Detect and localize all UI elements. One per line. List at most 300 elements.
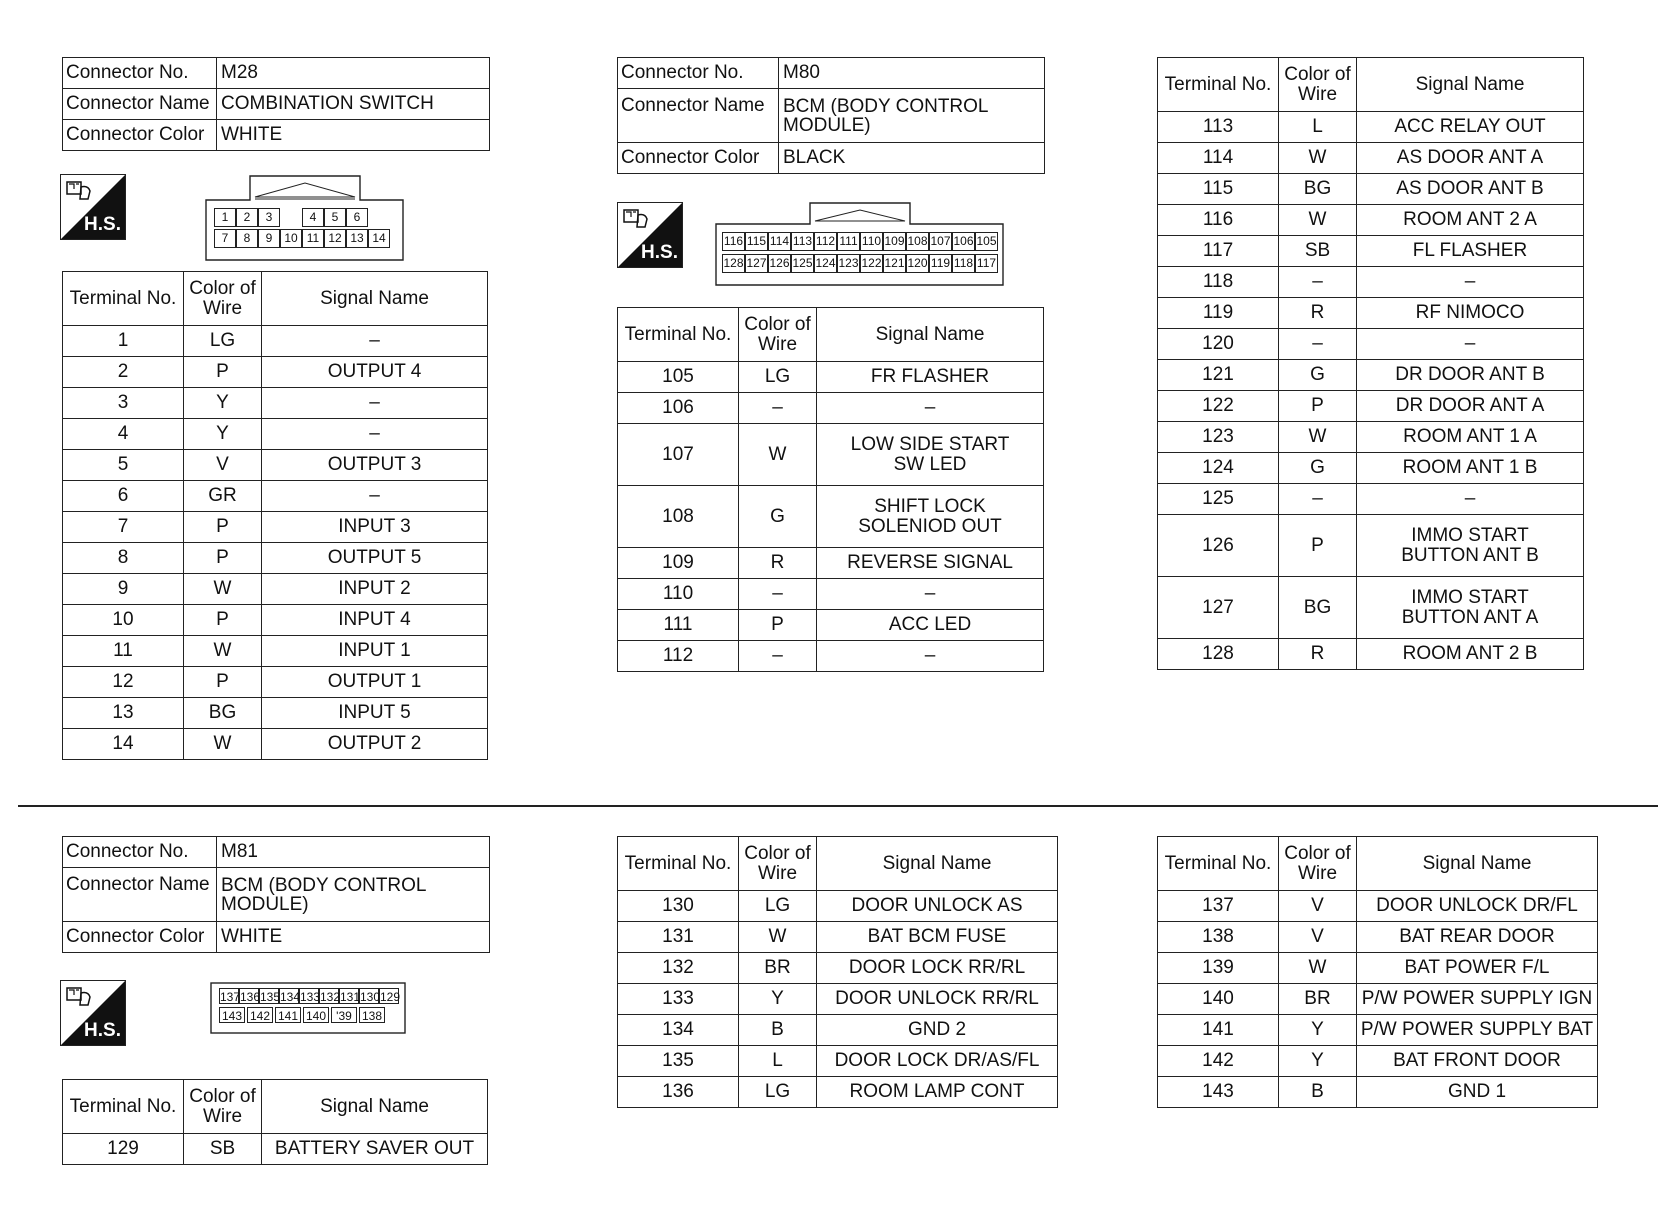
table-row — [1158, 1046, 1598, 1077]
wire-color: P — [184, 605, 262, 636]
wire-color: GR — [184, 481, 262, 512]
signal-name: OUTPUT 2 — [262, 729, 488, 760]
connector-pin: 138 — [359, 1007, 385, 1023]
terminal-no: 142 — [1158, 1046, 1279, 1077]
connector-pin: 8 — [236, 229, 258, 248]
signal-name: FR FLASHER — [817, 362, 1044, 393]
signal-name: ACC LED — [817, 610, 1044, 641]
wire-color: P — [184, 512, 262, 543]
signal-name: DOOR LOCK RR/RL — [817, 953, 1058, 984]
connector-pin: 137 — [220, 990, 241, 1004]
signal-name: ROOM ANT 2 B — [1357, 639, 1584, 670]
terminal-no: 143 — [1158, 1077, 1279, 1108]
table-row — [1158, 984, 1598, 1015]
terminal-no: 114 — [1158, 143, 1279, 174]
signal-name: OUTPUT 5 — [262, 543, 488, 574]
connector-name-label: Connector Name — [63, 868, 217, 922]
color-of-wire-header: Color of Wire — [739, 308, 817, 362]
harness-side-icon — [60, 174, 126, 240]
connector-no-value: M80 — [779, 58, 1045, 89]
signal-name-header: Signal Name — [262, 1080, 488, 1134]
wire-color: W — [1279, 953, 1357, 984]
wire-color: – — [1279, 484, 1357, 515]
table-row — [618, 953, 1058, 984]
table-row — [618, 393, 1044, 424]
table-row — [618, 1046, 1058, 1077]
connector-pin: 134 — [280, 990, 301, 1004]
wire-color: – — [739, 641, 817, 672]
connector-pin: 9 — [258, 229, 280, 248]
section-divider — [18, 805, 1658, 807]
signal-name-header: Signal Name — [1357, 837, 1598, 891]
wire-color: Y — [1279, 1046, 1357, 1077]
signal-name: DOOR UNLOCK RR/RL — [817, 984, 1058, 1015]
connector-pin: 129 — [380, 990, 401, 1004]
table-row — [618, 984, 1058, 1015]
connector-color-value: BLACK — [779, 143, 1045, 174]
harness-side-icon — [60, 980, 126, 1046]
terminal-no: 139 — [1158, 953, 1279, 984]
wire-color: Y — [739, 984, 817, 1015]
connector-no-label: Connector No. — [618, 58, 779, 89]
terminal-no: 4 — [63, 419, 184, 450]
wire-color: L — [739, 1046, 817, 1077]
table-row — [63, 698, 488, 729]
connector-pin: 113 — [791, 232, 814, 251]
wire-color: P — [739, 610, 817, 641]
connector-pin: 117 — [975, 254, 998, 273]
connector-color-value: WHITE — [217, 922, 490, 953]
wire-color: R — [1279, 639, 1357, 670]
signal-name: DOOR LOCK DR/AS/FL — [817, 1046, 1058, 1077]
connector-pin: 121 — [883, 254, 906, 273]
m28-connector-info — [62, 57, 490, 151]
connector-pin: 133 — [300, 990, 321, 1004]
connector-pin: 123 — [837, 254, 860, 273]
terminal-no: 120 — [1158, 329, 1279, 360]
signal-name: ROOM ANT 1 A — [1357, 422, 1584, 453]
table-row — [1158, 639, 1584, 670]
terminal-no: 127 — [1158, 577, 1279, 639]
connector-no-label: Connector No. — [63, 837, 217, 868]
terminal-no: 1 — [63, 326, 184, 357]
connector-pin: 7 — [214, 229, 236, 248]
connector-pin: 14 — [368, 229, 390, 248]
wire-color: – — [739, 579, 817, 610]
terminal-no: 135 — [618, 1046, 739, 1077]
terminal-no: 141 — [1158, 1015, 1279, 1046]
signal-name: INPUT 1 — [262, 636, 488, 667]
terminal-no-header: Terminal No. — [1158, 58, 1279, 112]
signal-name: ROOM LAMP CONT — [817, 1077, 1058, 1108]
terminal-no: 109 — [618, 548, 739, 579]
terminal-no: 117 — [1158, 236, 1279, 267]
terminal-no: 121 — [1158, 360, 1279, 391]
table-row — [1158, 515, 1584, 577]
signal-name: – — [262, 388, 488, 419]
color-of-wire-header: Color of Wire — [184, 272, 262, 326]
wire-color: W — [184, 574, 262, 605]
connector-name-label: Connector Name — [618, 89, 779, 143]
signal-name: – — [817, 579, 1044, 610]
wire-color: – — [1279, 329, 1357, 360]
signal-name: RF NIMOCO — [1357, 298, 1584, 329]
signal-name: REVERSE SIGNAL — [817, 548, 1044, 579]
signal-name: – — [1357, 267, 1584, 298]
connector-pin: 126 — [768, 254, 791, 273]
terminal-no: 124 — [1158, 453, 1279, 484]
table-row — [63, 481, 488, 512]
harness-side-icon — [617, 202, 683, 268]
terminal-no-header: Terminal No. — [618, 837, 739, 891]
wire-color: – — [739, 393, 817, 424]
wire-color: W — [184, 636, 262, 667]
connector-pin: 118 — [952, 254, 975, 273]
m81-terminal-table-c — [1157, 836, 1598, 1108]
table-row — [618, 1077, 1058, 1108]
m81-terminal-table-a — [62, 1079, 488, 1165]
terminal-no: 131 — [618, 922, 739, 953]
connector-pin: 107 — [929, 232, 952, 251]
table-row — [1158, 267, 1584, 298]
table-row — [1158, 174, 1584, 205]
terminal-no: 119 — [1158, 298, 1279, 329]
m80-terminal-table-a — [617, 307, 1044, 672]
connector-color-label: Connector Color — [63, 922, 217, 953]
wire-color: V — [184, 450, 262, 481]
table-row — [63, 574, 488, 605]
table-row — [1158, 922, 1598, 953]
signal-name: P/W POWER SUPPLY IGN — [1357, 984, 1598, 1015]
terminal-no: 105 — [618, 362, 739, 393]
connector-pin: 136 — [240, 990, 261, 1004]
signal-name: INPUT 3 — [262, 512, 488, 543]
signal-name: – — [262, 481, 488, 512]
signal-name: – — [262, 326, 488, 357]
connector-pin: 140 — [303, 1007, 329, 1023]
connector-pin: 108 — [906, 232, 929, 251]
wire-color: BR — [1279, 984, 1357, 1015]
signal-name: BAT FRONT DOOR — [1357, 1046, 1598, 1077]
connector-pin: 114 — [768, 232, 791, 251]
connector-pin: 115 — [745, 232, 768, 251]
table-row — [63, 388, 488, 419]
table-row — [1158, 391, 1584, 422]
connector-pin: 132 — [320, 990, 341, 1004]
signal-name: LOW SIDE START SW LED — [817, 424, 1044, 486]
connector-pin: 5 — [324, 208, 346, 227]
table-row — [618, 641, 1044, 672]
m28-terminal-table — [62, 271, 488, 760]
wire-color: P — [184, 357, 262, 388]
signal-name: OUTPUT 3 — [262, 450, 488, 481]
terminal-no: 10 — [63, 605, 184, 636]
connector-name-value: BCM (BODY CONTROL MODULE) — [217, 868, 490, 922]
wire-color: P — [184, 667, 262, 698]
wire-color: P — [184, 543, 262, 574]
terminal-no: 8 — [63, 543, 184, 574]
table-row — [1158, 360, 1584, 391]
connector-no-label: Connector No. — [63, 58, 217, 89]
signal-name-header: Signal Name — [1357, 58, 1584, 112]
signal-name: DR DOOR ANT A — [1357, 391, 1584, 422]
color-of-wire-header: Color of Wire — [739, 837, 817, 891]
wire-color: – — [1279, 267, 1357, 298]
signal-name: AS DOOR ANT A — [1357, 143, 1584, 174]
table-row — [1158, 112, 1584, 143]
connector-pin: 130 — [360, 990, 381, 1004]
table-row — [1158, 329, 1584, 360]
table-row — [1158, 205, 1584, 236]
color-of-wire-header: Color of Wire — [184, 1080, 262, 1134]
wire-color: BG — [1279, 577, 1357, 639]
m81-connector-info — [62, 836, 490, 953]
signal-name: P/W POWER SUPPLY BAT — [1357, 1015, 1598, 1046]
wire-color: LG — [739, 1077, 817, 1108]
connector-pin: 125 — [791, 254, 814, 273]
wire-color: BG — [184, 698, 262, 729]
signal-name: INPUT 2 — [262, 574, 488, 605]
wire-color: W — [739, 424, 817, 486]
table-row — [1158, 577, 1584, 639]
table-row — [63, 729, 488, 760]
terminal-no-header: Terminal No. — [63, 272, 184, 326]
signal-name: OUTPUT 4 — [262, 357, 488, 388]
connector-name-value: COMBINATION SWITCH — [217, 89, 490, 120]
connector-color-value: WHITE — [217, 120, 490, 151]
connector-pin: 142 — [247, 1007, 273, 1023]
connector-pin: 105 — [975, 232, 998, 251]
signal-name: DOOR UNLOCK DR/FL — [1357, 891, 1598, 922]
terminal-no: 116 — [1158, 205, 1279, 236]
wire-color: W — [184, 729, 262, 760]
signal-name: BAT BCM FUSE — [817, 922, 1058, 953]
signal-name-header: Signal Name — [817, 308, 1044, 362]
terminal-no: 9 — [63, 574, 184, 605]
connector-pin: 10 — [280, 229, 302, 248]
wire-color: Y — [184, 419, 262, 450]
connector-pin: 3 — [258, 208, 280, 227]
table-row — [618, 610, 1044, 641]
terminal-no: 138 — [1158, 922, 1279, 953]
connector-pin: 124 — [814, 254, 837, 273]
signal-name: IMMO START BUTTON ANT A — [1357, 577, 1584, 639]
signal-name: DR DOOR ANT B — [1357, 360, 1584, 391]
terminal-no: 122 — [1158, 391, 1279, 422]
connector-pin: 13 — [346, 229, 368, 248]
wire-color: W — [1279, 205, 1357, 236]
connector-pin: '39 — [331, 1007, 357, 1023]
connector-pin: 2 — [236, 208, 258, 227]
connector-pin: 4 — [302, 208, 324, 227]
connector-pin: 116 — [722, 232, 745, 251]
terminal-no: 111 — [618, 610, 739, 641]
connector-pin: 119 — [929, 254, 952, 273]
connector-pin: 112 — [814, 232, 837, 251]
hs-label: H.S. — [84, 1020, 121, 1041]
terminal-no: 5 — [63, 450, 184, 481]
wire-color: P — [1279, 391, 1357, 422]
table-row — [618, 579, 1044, 610]
connector-name-value: BCM (BODY CONTROL MODULE) — [779, 89, 1045, 143]
wire-color: B — [739, 1015, 817, 1046]
wire-color: V — [1279, 891, 1357, 922]
terminal-no: 125 — [1158, 484, 1279, 515]
table-row — [63, 636, 488, 667]
connector-hand-icon — [623, 207, 649, 229]
wire-color: SB — [184, 1134, 262, 1165]
connector-pin: 11 — [302, 229, 324, 248]
terminal-no: 134 — [618, 1015, 739, 1046]
wire-color: V — [1279, 922, 1357, 953]
connector-pin: 109 — [883, 232, 906, 251]
signal-name: BAT REAR DOOR — [1357, 922, 1598, 953]
m80-terminal-table-b — [1157, 57, 1584, 670]
terminal-no: 2 — [63, 357, 184, 388]
signal-name: – — [817, 393, 1044, 424]
table-row — [63, 450, 488, 481]
wire-color: P — [1279, 515, 1357, 577]
table-row — [618, 891, 1058, 922]
terminal-no: 107 — [618, 424, 739, 486]
wire-color: BR — [739, 953, 817, 984]
terminal-no: 13 — [63, 698, 184, 729]
m81-terminal-table-b — [617, 836, 1058, 1108]
signal-name: ROOM ANT 1 B — [1357, 453, 1584, 484]
table-row — [63, 512, 488, 543]
signal-name: – — [1357, 329, 1584, 360]
connector-pin: 12 — [324, 229, 346, 248]
table-row — [618, 486, 1044, 548]
wire-color: W — [1279, 422, 1357, 453]
wire-color: LG — [739, 362, 817, 393]
terminal-no: 113 — [1158, 112, 1279, 143]
wire-color: G — [1279, 360, 1357, 391]
table-row — [1158, 422, 1584, 453]
wire-color: W — [739, 922, 817, 953]
terminal-no: 115 — [1158, 174, 1279, 205]
signal-name-header: Signal Name — [817, 837, 1058, 891]
connector-name-label: Connector Name — [63, 89, 217, 120]
terminal-no: 128 — [1158, 639, 1279, 670]
table-row — [63, 357, 488, 388]
connector-pin: 111 — [837, 232, 860, 251]
signal-name: INPUT 5 — [262, 698, 488, 729]
signal-name: GND 1 — [1357, 1077, 1598, 1108]
connector-pin: 135 — [260, 990, 281, 1004]
terminal-no: 130 — [618, 891, 739, 922]
m28-connector-face — [205, 175, 405, 261]
terminal-no-header: Terminal No. — [1158, 837, 1279, 891]
table-row — [63, 543, 488, 574]
table-row — [618, 922, 1058, 953]
terminal-no: 126 — [1158, 515, 1279, 577]
terminal-no: 6 — [63, 481, 184, 512]
wire-color: W — [1279, 143, 1357, 174]
terminal-no: 140 — [1158, 984, 1279, 1015]
signal-name: ACC RELAY OUT — [1357, 112, 1584, 143]
wire-color: B — [1279, 1077, 1357, 1108]
connector-hand-icon — [66, 179, 92, 201]
signal-name: SHIFT LOCK SOLENIOD OUT — [817, 486, 1044, 548]
table-row — [1158, 298, 1584, 329]
connector-no-value: M28 — [217, 58, 490, 89]
wire-color: LG — [739, 891, 817, 922]
table-row — [1158, 453, 1584, 484]
connector-pin: 106 — [952, 232, 975, 251]
connector-pin: 1 — [214, 208, 236, 227]
table-row — [618, 362, 1044, 393]
connector-color-label: Connector Color — [618, 143, 779, 174]
m80-connector-info — [617, 57, 1045, 174]
wire-color: G — [1279, 453, 1357, 484]
terminal-no: 133 — [618, 984, 739, 1015]
signal-name: INPUT 4 — [262, 605, 488, 636]
connector-pin: 6 — [346, 208, 368, 227]
connector-pin: 131 — [340, 990, 361, 1004]
terminal-no: 123 — [1158, 422, 1279, 453]
wire-color: BG — [1279, 174, 1357, 205]
connector-pin: 120 — [906, 254, 929, 273]
wire-color: R — [739, 548, 817, 579]
connector-pin: 122 — [860, 254, 883, 273]
m81-connector-face — [210, 982, 406, 1034]
wire-color: LG — [184, 326, 262, 357]
terminal-no: 106 — [618, 393, 739, 424]
connector-pin: 110 — [860, 232, 883, 251]
connector-pin — [280, 208, 302, 227]
terminal-no: 129 — [63, 1134, 184, 1165]
table-row — [618, 1015, 1058, 1046]
hs-label: H.S. — [641, 242, 678, 263]
signal-name: ROOM ANT 2 A — [1357, 205, 1584, 236]
terminal-no: 112 — [618, 641, 739, 672]
table-row — [63, 605, 488, 636]
signal-name: – — [1357, 484, 1584, 515]
terminal-no: 7 — [63, 512, 184, 543]
wire-color: L — [1279, 112, 1357, 143]
terminal-no: 110 — [618, 579, 739, 610]
terminal-no: 14 — [63, 729, 184, 760]
table-row — [1158, 143, 1584, 174]
signal-name: IMMO START BUTTON ANT B — [1357, 515, 1584, 577]
connector-pin: 141 — [275, 1007, 301, 1023]
connector-hand-icon — [66, 985, 92, 1007]
signal-name: FL FLASHER — [1357, 236, 1584, 267]
signal-name: BAT POWER F/L — [1357, 953, 1598, 984]
table-row — [63, 1134, 488, 1165]
hs-label: H.S. — [84, 214, 121, 235]
signal-name-header: Signal Name — [262, 272, 488, 326]
signal-name: BATTERY SAVER OUT — [262, 1134, 488, 1165]
wire-color: G — [739, 486, 817, 548]
terminal-no: 136 — [618, 1077, 739, 1108]
table-row — [1158, 484, 1584, 515]
table-row — [63, 326, 488, 357]
signal-name: – — [262, 419, 488, 450]
table-row — [1158, 1077, 1598, 1108]
m80-connector-face — [715, 202, 1005, 286]
terminal-no: 132 — [618, 953, 739, 984]
terminal-no: 3 — [63, 388, 184, 419]
connector-no-value: M81 — [217, 837, 490, 868]
connector-color-label: Connector Color — [63, 120, 217, 151]
terminal-no-header: Terminal No. — [618, 308, 739, 362]
table-row — [63, 419, 488, 450]
color-of-wire-header: Color of Wire — [1279, 58, 1357, 112]
connector-pin: 143 — [219, 1007, 245, 1023]
table-row — [1158, 953, 1598, 984]
